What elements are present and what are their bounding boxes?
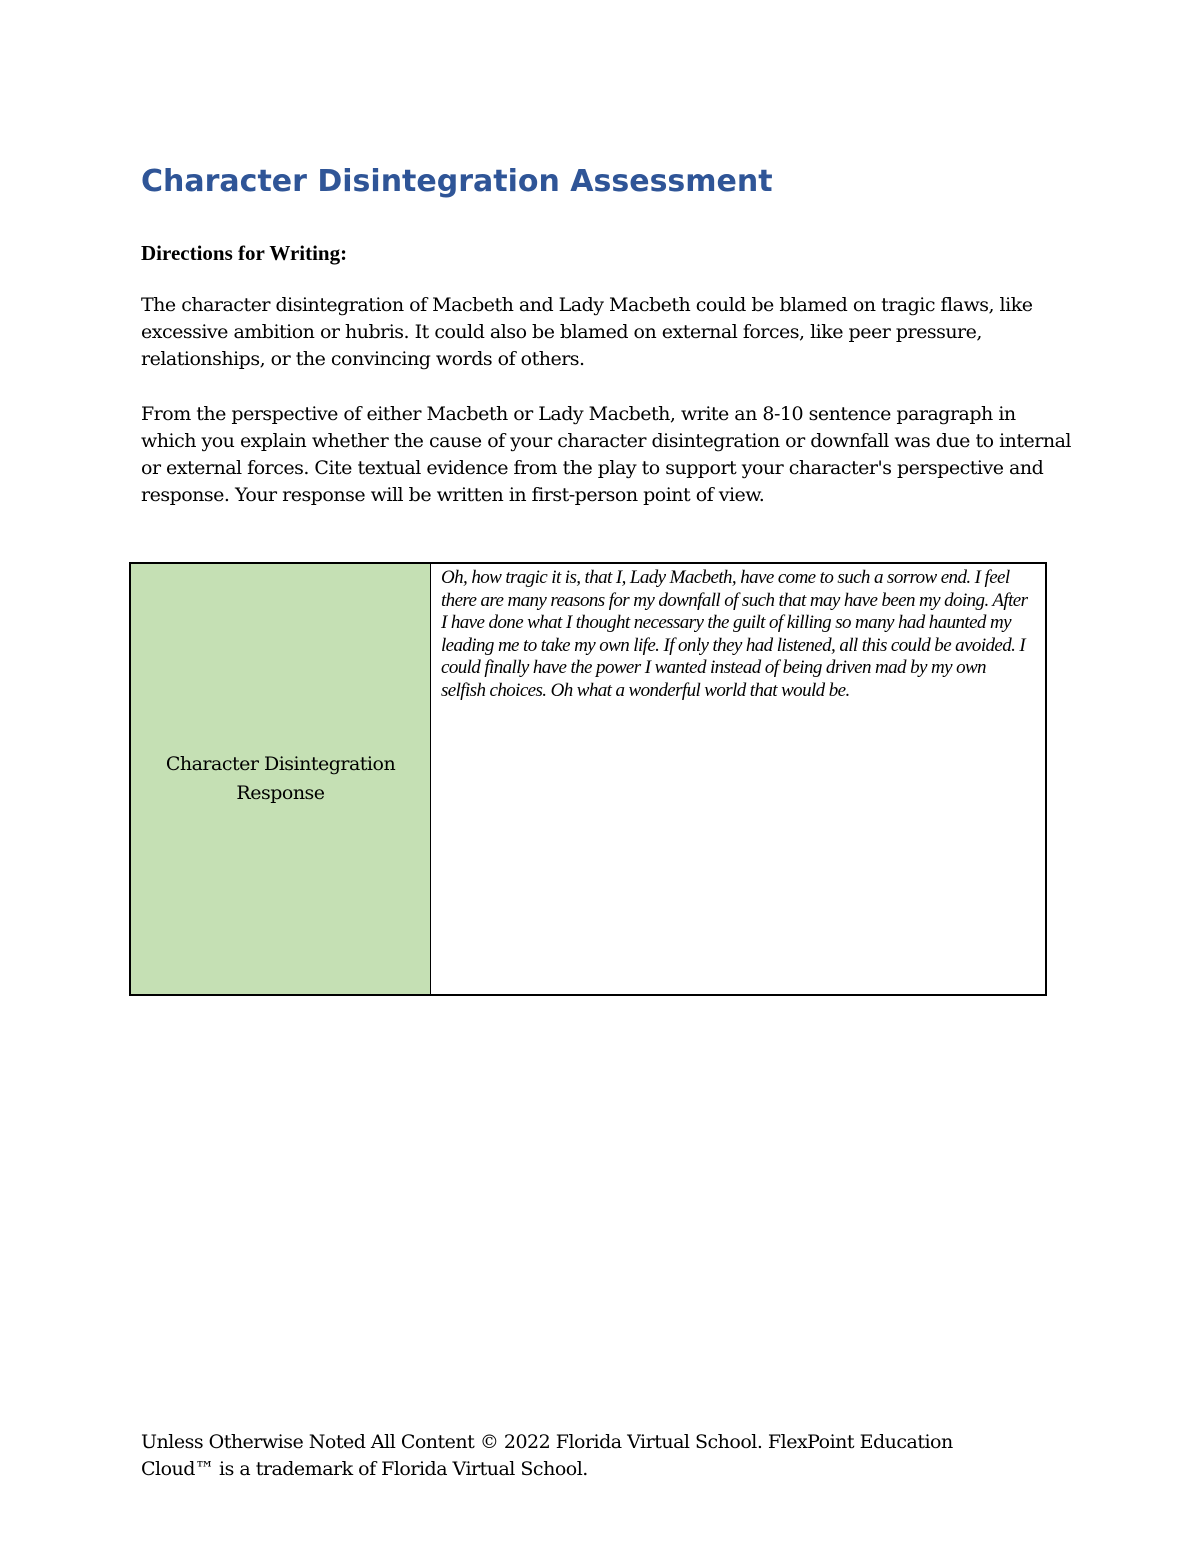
page-title: Character Disintegration Assessment [141, 164, 773, 199]
directions-paragraph-2: From the perspective of either Macbeth or Lady Macbeth, write an 8-10 sentence paragraph in which you explain whether the cause of your character disintegration or downfall was due to internal or external forces. Cite textual evidence from the play to support your character's perspective and response. Your response will be written in first-person point of view. [141, 403, 1071, 506]
response-text[interactable]: Oh, how tragic it is, that I, Lady Macbeth, have come to such a sorrow end. I feel there are many reasons for my downfall of such that may have been my doing. After I have done what I thought necessary the guilt of killing so many had haunted my leading me to take my own life. If only they had listened, all this could be avoided. I could finally have the power I wanted instead of being driven mad by my own selfish choices. Oh what a wonderful world that would be. [441, 567, 1028, 701]
directions-paragraph-1: The character disintegration of Macbeth and Lady Macbeth could be blamed on tragic flaws, like excessive ambition or hubris. It could also be blamed on external forces, like peer pressure, relationships, or the convincing words of others. [141, 294, 1033, 370]
response-label-cell [131, 564, 431, 994]
footer-copyright: Unless Otherwise Noted All Content © 2022 Florida Virtual School. FlexPoint Education Cloud™ is a trademark of Florida Virtual School. [141, 1431, 953, 1480]
response-table [129, 562, 1047, 996]
directions-heading: Directions for Writing: [141, 241, 348, 265]
response-text-cell[interactable] [431, 564, 1045, 994]
response-label: Character Disintegration Response [165, 753, 396, 804]
